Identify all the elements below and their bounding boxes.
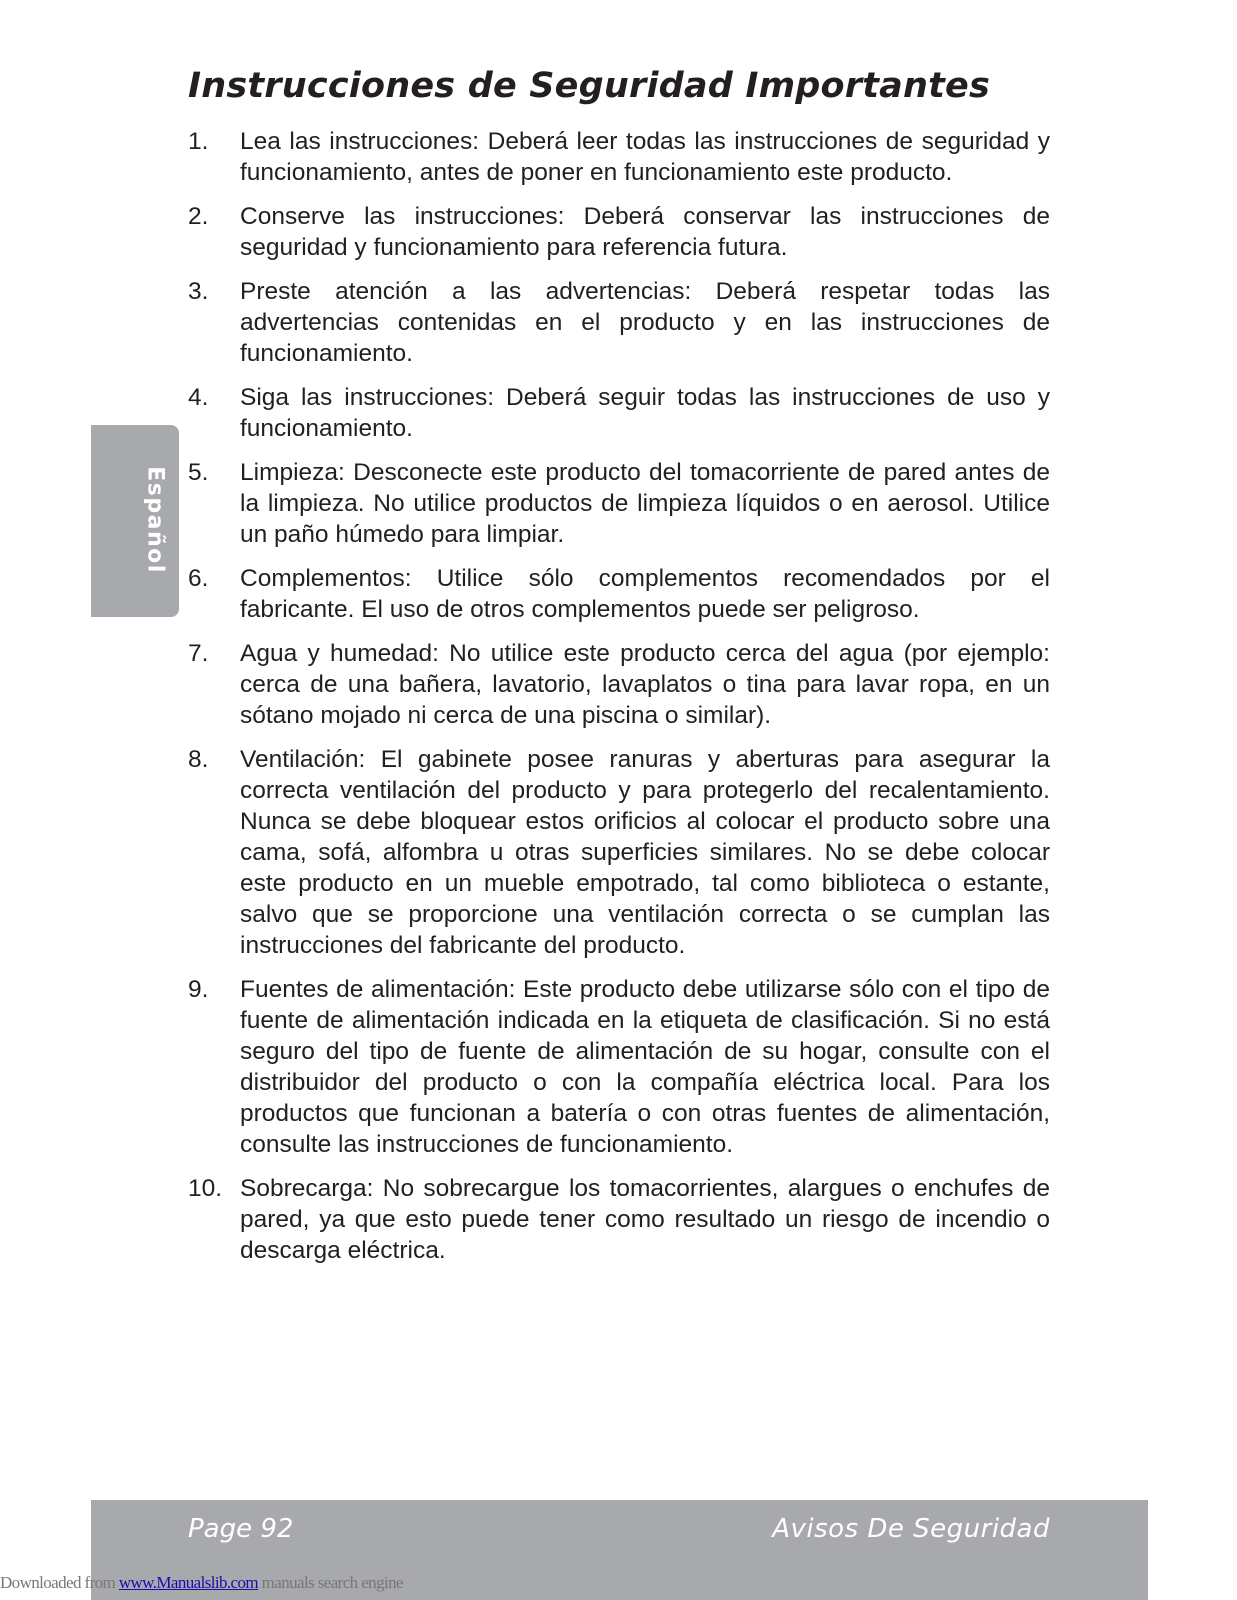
list-item <box>188 638 1050 731</box>
item-text: Complementos: Utilice sólo complementos recomendados por el fabricante. El uso de otros complementos puede ser peligroso. <box>240 565 1050 623</box>
item-text: Agua y humedad: No utilice este producto cerca del agua (por ejemplo: cerca de una bañera, lavatorio, lavaplatos o tina para lavar ropa, en un sótano mojado ni cerca de una piscina o similar). <box>240 640 1050 729</box>
item-text: Limpieza: Desconecte este producto del tomacorriente de pared antes de la limpieza. No utilice productos de limpieza líquidos o en aerosol. Utilice un paño húmedo para limpiar. <box>240 459 1050 548</box>
item-number: 5. <box>188 459 209 486</box>
item-text: Sobrecarga: No sobrecargue los tomacorrientes, alargues o enchufes de pared, ya que esto puede tener como resultado un riesgo de incendio o descarga eléctrica. <box>240 1175 1050 1264</box>
item-text: Ventilación: El gabinete posee ranuras y aberturas para asegurar la correcta ventilación del producto y para protegerlo del recalentamiento. Nunca se debe bloquear estos orificios al colocar el producto sobre una cama, sofá, alfombra u otras superficies similares. No se debe colocar este producto en un mueble empotrado, tal como biblioteca o estante, salvo que se proporcione una ventilación correcta o se cumplan las instrucciones del fabricante del producto. <box>240 746 1050 959</box>
list-item <box>188 744 1050 961</box>
item-number: 7. <box>188 640 209 667</box>
language-tab-label: Español <box>142 466 168 574</box>
item-text: Preste atención a las advertencias: Deberá respetar todas las advertencias contenidas en el producto y en las instrucciones de funcionamiento. <box>240 278 1050 367</box>
item-text: Conserve las instrucciones: Deberá conservar las instrucciones de seguridad y funcionamiento para referencia futura. <box>240 203 1050 261</box>
item-number: 6. <box>188 565 209 592</box>
list-item <box>188 457 1050 550</box>
item-number: 8. <box>188 746 209 773</box>
list-item <box>188 974 1050 1160</box>
download-suffix: manuals search engine <box>258 1573 403 1592</box>
item-number: 9. <box>188 976 209 1003</box>
item-text: Fuentes de alimentación: Este producto debe utilizarse sólo con el tipo de fuente de alimentación indicada en la etiqueta de clasificación. Si no está seguro del tipo de fuente de alimentación de su hogar, consulte con el distribuidor del producto o con la compañía eléctrica local. Para los productos que funcionan a batería o con otras fuentes de alimentación, consulte las instrucciones de funcionamiento. <box>240 976 1050 1158</box>
footer-section-title: Avisos De Seguridad <box>772 1514 1050 1544</box>
item-number: 4. <box>188 384 209 411</box>
item-number: 2. <box>188 203 209 230</box>
page-title: Instrucciones de Seguridad Importantes <box>188 66 990 106</box>
item-text: Siga las instrucciones: Deberá seguir todas las instrucciones de uso y funcionamiento. <box>240 384 1050 442</box>
download-prefix: Downloaded from <box>0 1573 119 1592</box>
manualslib-link[interactable]: www.Manualslib.com <box>118 1573 259 1592</box>
list-item <box>188 1173 1050 1266</box>
list-item <box>188 276 1050 369</box>
item-text: Lea las instrucciones: Deberá leer todas las instrucciones de seguridad y funcionamiento, antes de poner en funcionamiento este producto. <box>240 128 1050 186</box>
page-number: Page 92 <box>188 1514 294 1544</box>
list-item <box>188 126 1050 188</box>
safety-instructions-list <box>188 126 1050 1279</box>
item-number: 3. <box>188 278 209 305</box>
list-item <box>188 563 1050 625</box>
item-number: 1. <box>188 128 209 155</box>
list-item <box>188 382 1050 444</box>
download-source-line <box>0 1573 403 1593</box>
list-item <box>188 201 1050 263</box>
item-number: 10. <box>188 1175 223 1202</box>
